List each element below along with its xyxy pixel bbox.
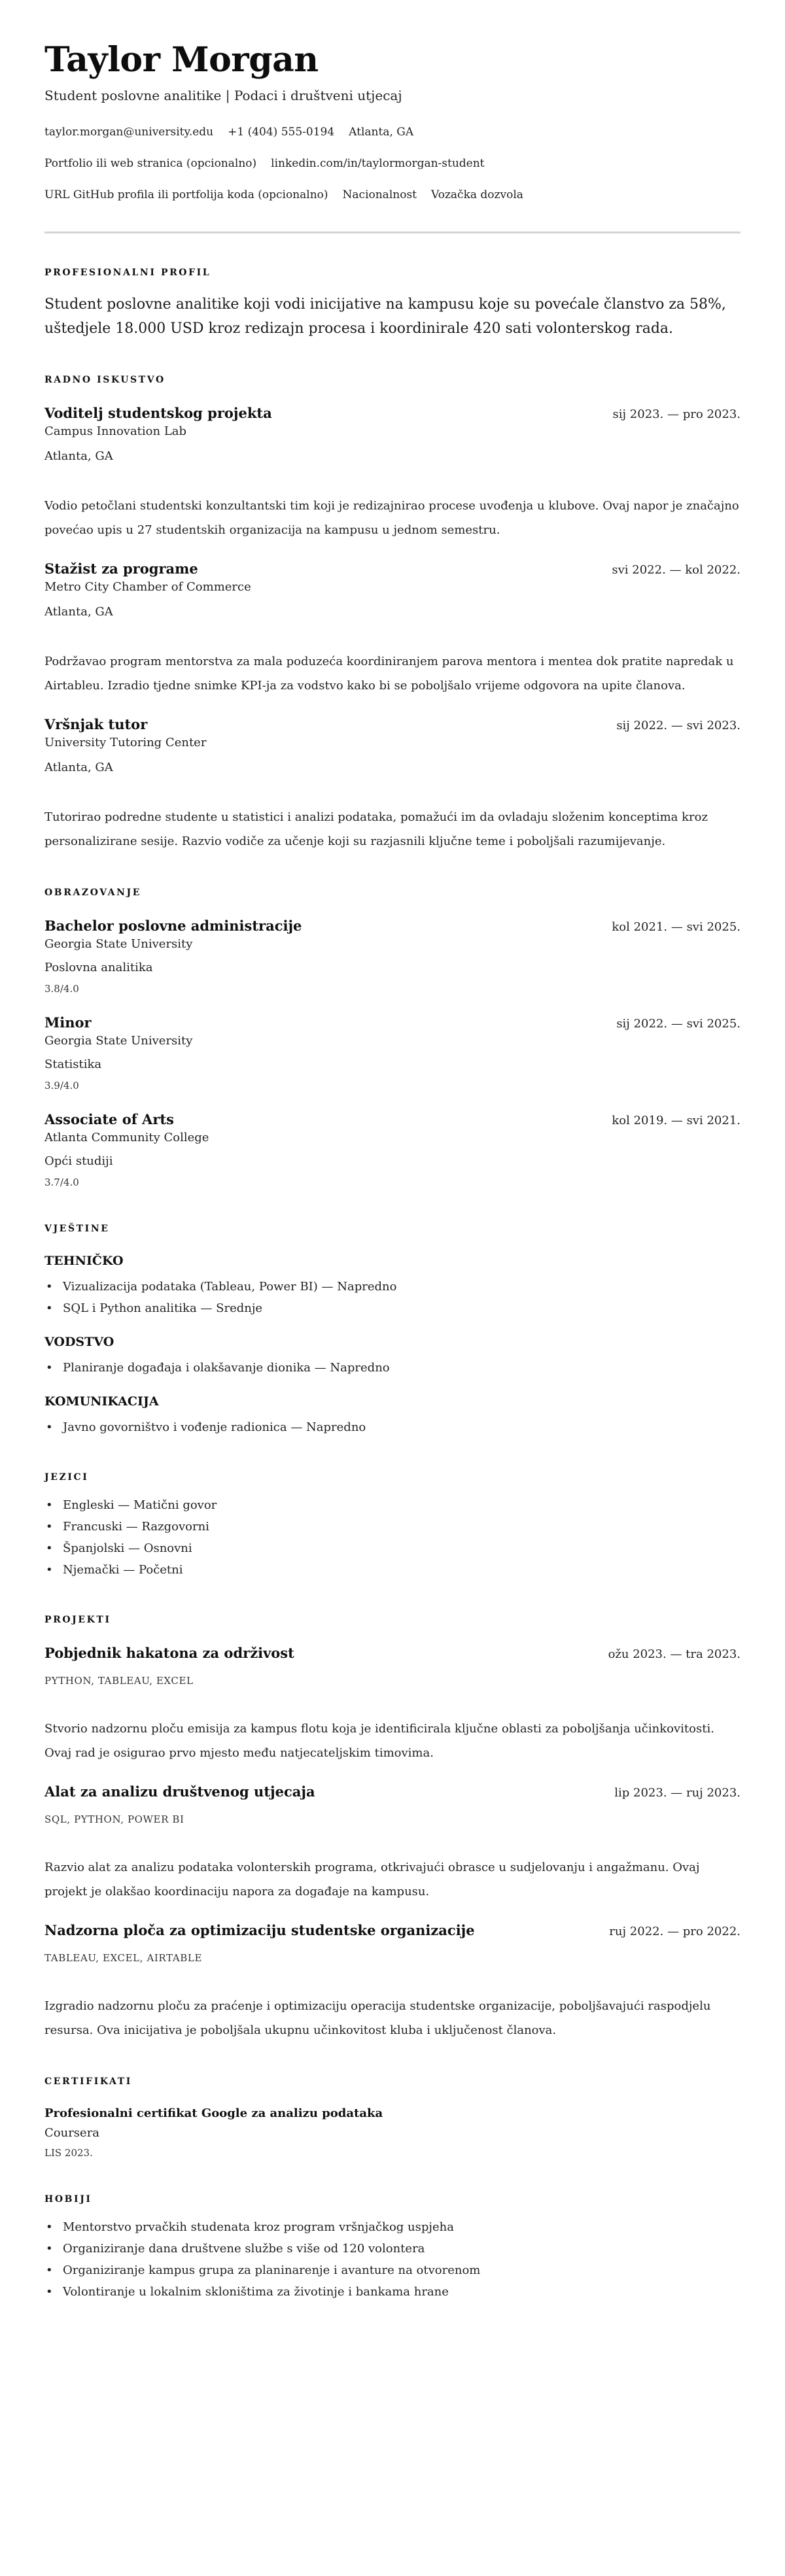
skill-item: • Javno govorništvo i vođenje radionica — Napredno [44,1417,741,1438]
language-item: • Francuski — Razgovorni [44,1516,741,1537]
skill-list [44,1417,741,1438]
job-company: University Tutoring Center [44,736,207,749]
language-item: • Njemački — Početni [44,1559,741,1581]
project-description: Izgradio nadzornu ploču za praćenje i optimizaciju operacija studentske organizacije, poboljšavajući raspodjelu resursa. Ova inicijativa je poboljšala ukupnu učinkovitost kluba i uključenost članova. [44,1999,711,2037]
job-company: Metro City Chamber of Commerce [44,580,251,594]
project-name: Pobjednik hakatona za održivost [44,1645,294,1661]
section-title-profile: PROFESIONALNI PROFIL [44,267,211,278]
experience-entry [44,559,741,698]
contact-portfolio[interactable]: Portfolio ili web stranica (opcionalno) [44,157,257,170]
contact-github[interactable]: URL GitHub profila ili portfolija koda (opcionalno) [44,188,328,201]
hobby-item: • Organiziranje kampus grupa za planinarenje i avanture na otvorenom [44,2259,741,2281]
contact-driving-license: Vozačka dozvola [431,188,523,201]
job-location: Atlanta, GA [44,605,113,619]
skill-list [44,1357,741,1379]
section-title-projects: PROJEKTI [44,1615,111,1625]
degree-title: Bachelor poslovne administracije [44,918,302,934]
school-name: Georgia State University [44,937,193,951]
education-entry [44,916,741,996]
contact-row-links [44,156,741,171]
section-title-languages: JEZICI [44,1472,89,1483]
language-list [44,1494,741,1581]
section-certificates [44,2075,741,2160]
project-tech: SQL, PYTHON, POWER BI [44,1813,184,1825]
certificate-date: LIS 2023. [44,2147,93,2159]
skill-category: KOMUNIKACIJA [44,1394,159,1409]
section-experience [44,373,741,853]
project-entry [44,1782,741,1904]
section-title-certificates: CERTIFIKATI [44,2076,132,2087]
certificate-name: Profesionalni certifikat Google za analizu podataka [44,2106,383,2120]
hobby-item: • Mentorstvo prvačkih studenata kroz program vršnjačkog uspjeha [44,2216,741,2238]
project-tech: PYTHON, TABLEAU, EXCEL [44,1675,194,1687]
field-of-study: Opći studiji [44,1154,113,1168]
project-tech: TABLEAU, EXCEL, AIRTABLE [44,1952,203,1964]
job-company: Campus Innovation Lab [44,424,187,438]
job-description: Vodio petočlani studentski konzultantski tim koji je redizajnirao procese uvođenja u klubove. Ovaj napor je značajno povećao upis u 27 studentskih organizacija na kampusu u jednom semestru. [44,499,739,537]
school-name: Atlanta Community College [44,1131,209,1144]
experience-entry [44,715,741,853]
language-item: • Španjolski — Osnovni [44,1537,741,1559]
education-dates: kol 2019. — svi 2021. [612,1114,741,1127]
degree-title: Associate of Arts [44,1111,174,1127]
contact-phone[interactable]: +1 (404) 555-0194 [228,126,335,139]
contact-row-extra [44,187,741,203]
skill-item: • SQL i Python analitika — Srednje [44,1297,741,1319]
project-description: Razvio alat za analizu podataka volonterskih programa, otkrivajući obrasce u sudjelovanju i angažmanu. Ovaj projekt je olakšao koordinaciju napora za događaje na kampusu. [44,1861,700,1898]
hobby-item: • Organiziranje dana društvene službe s više od 120 volontera [44,2238,741,2259]
job-description: Tutorirao podredne studente u statistici i analizi podataka, pomažući im da ovladaju složenim konceptima kroz personalizirane sesije. Razvio vodiče za učenje koji su razjasnili ključne teme i poboljšali razumijevanje. [44,810,708,848]
section-title-skills: VJEŠTINE [44,1224,110,1234]
project-dates: lip 2023. — ruj 2023. [614,1786,741,1800]
gpa: 3.9/4.0 [44,1080,79,1091]
skill-item: • Vizualizacija podataka (Tableau, Power BI) — Napredno [44,1276,741,1297]
project-description: Stvorio nadzornu ploču emisija za kampus flotu koja je identificirala ključne oblasti za poboljšanja učinkovitosti. Ovaj rad je osigurao prvo mjesto među natjecateljskim timovima. [44,1722,714,1760]
section-education [44,886,741,1190]
education-dates: kol 2021. — svi 2025. [612,920,741,934]
job-location: Atlanta, GA [44,761,113,774]
gpa: 3.7/4.0 [44,1176,79,1188]
section-skills [44,1222,741,1438]
language-item: • Engleski — Matični govor [44,1494,741,1516]
project-dates: ruj 2022. — pro 2022. [609,1925,741,1938]
contact-location: Atlanta, GA [349,126,414,139]
education-entry [44,1013,741,1093]
certificate-entry [44,2105,741,2160]
project-entry [44,1921,741,2042]
project-name: Alat za analizu društvenog utjecaja [44,1783,315,1800]
gpa: 3.8/4.0 [44,983,79,995]
skill-category: VODSTVO [44,1335,114,1349]
header-divider [44,232,741,233]
hobby-item: • Volontiranje u lokalnim skloništima za životinje i bankama hrane [44,2281,741,2303]
project-name: Nadzorna ploča za optimizaciju studentske organizacije [44,1922,475,1938]
job-dates: svi 2022. — kol 2022. [612,563,741,577]
project-dates: ožu 2023. — tra 2023. [608,1647,741,1661]
job-dates: sij 2023. — pro 2023. [612,407,741,421]
education-entry [44,1110,741,1190]
field-of-study: Poslovna analitika [44,961,153,974]
contact-email[interactable]: taylor.morgan@university.edu [44,126,214,139]
school-name: Georgia State University [44,1034,193,1048]
skill-list [44,1276,741,1319]
candidate-headline: Student poslovne analitike | Podaci i društveni utjecaj [44,88,402,103]
job-dates: sij 2022. — svi 2023. [616,719,741,732]
certificate-issuer: Coursera [44,2126,100,2140]
section-projects [44,1613,741,2042]
resume-header [44,39,741,203]
contact-linkedin[interactable]: linkedin.com/in/taylormorgan-student [271,157,485,170]
contact-row-primary [44,124,741,140]
section-hobbies [44,2193,741,2303]
profile-summary: Student poslovne analitike koji vodi inicijative na kampusu koje su povećale članstvo za 58%, uštedjele 18.000 USD kroz redizajn procesa i koordinirale 420 sati volonterskog rada. [44,296,726,337]
job-title: Vršnjak tutor [44,716,148,732]
section-title-education: OBRAZOVANJE [44,887,142,898]
degree-title: Minor [44,1014,92,1031]
job-location: Atlanta, GA [44,449,113,463]
skill-item: • Planiranje događaja i olakšavanje dionika — Napredno [44,1357,741,1379]
experience-entry [44,404,741,542]
skill-category: TEHNIČKO [44,1254,124,1268]
section-title-experience: RADNO ISKUSTVO [44,375,166,385]
section-title-hobbies: HOBIJI [44,2194,92,2205]
job-title: Stažist za programe [44,560,198,577]
job-description: Podržavao program mentorstva za mala poduzeća koordiniranjem parova mentora i mentea dok pratite napredak u Airtableu. Izradio tjedne snimke KPI-ja za vodstvo kako bi se poboljšalo vrijeme odgovora na upite članova. [44,655,734,693]
project-entry [44,1643,741,1765]
hobby-list [44,2216,741,2303]
job-title: Voditelj studentskog projekta [44,405,272,421]
section-languages [44,1471,741,1581]
candidate-name: Taylor Morgan [44,40,319,80]
education-dates: sij 2022. — svi 2025. [616,1017,741,1031]
contact-nationality: Nacionalnost [342,188,417,201]
field-of-study: Statistika [44,1057,102,1071]
section-profile [44,266,741,341]
